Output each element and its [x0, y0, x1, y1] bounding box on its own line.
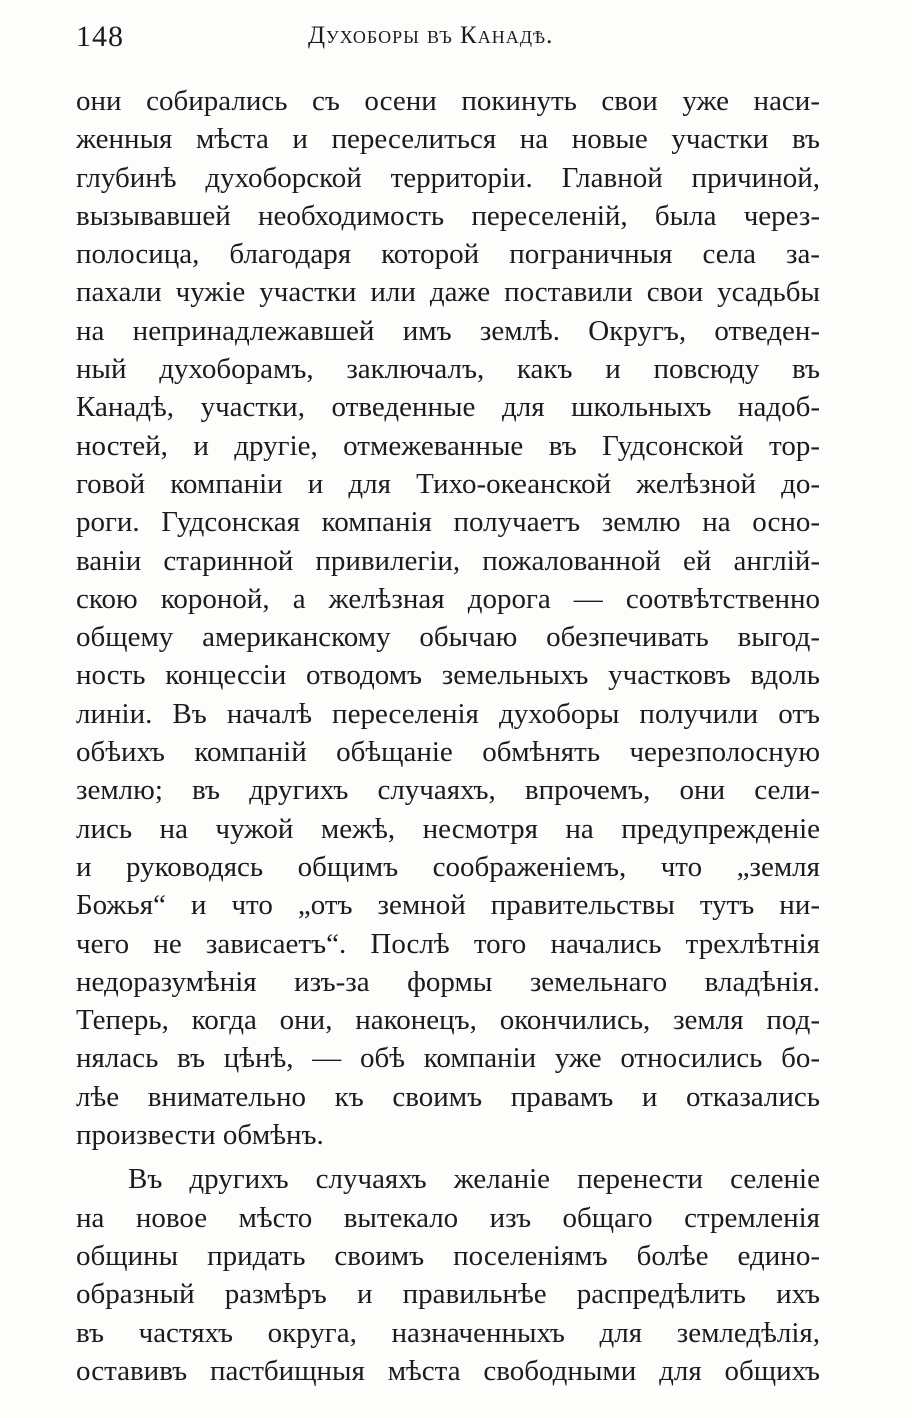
text-line: чего не зависаетъ“. Послѣ того начались трехлѣтнія	[76, 927, 820, 960]
text-line: роги. Гудсонская компанія получаетъ землю на осно-	[76, 506, 820, 539]
text-line: Въ другихъ случаяхъ желаніе перенести селеніе	[128, 1163, 820, 1196]
text-line: скою короной, а желѣзная дорога — соотвѣтственно	[76, 582, 820, 615]
header-title: Духоборы въ Канадѣ.	[308, 22, 554, 49]
text-line: образный размѣръ и правильнѣе распредѣлить ихъ	[76, 1278, 820, 1311]
page-number: 148	[76, 20, 124, 53]
text-line: Канадѣ, участки, отведенные для школьныхъ надоб-	[76, 391, 820, 424]
text-line: произвести обмѣнъ.	[76, 1119, 324, 1152]
running-head	[76, 18, 820, 58]
text-line: въ частяхъ округа, назначенныхъ для земледѣлія,	[76, 1316, 820, 1349]
text-line: лись на чужой межѣ, несмотря на предупрежденіе	[76, 812, 820, 845]
text-line: общему американскому обычаю обезпечивать выгод-	[76, 621, 820, 654]
text-line: ностей, и другіе, отмежеванные въ Гудсонской тор-	[76, 429, 820, 462]
text-line: Теперь, когда они, наконецъ, окончились, земля под-	[76, 1004, 820, 1037]
text-line: пахали чужіе участки или даже поставили свои усадьбы	[76, 276, 820, 309]
text-line: обѣихъ компаній обѣщаніе обмѣнять черезполосную	[76, 736, 820, 769]
text-line: полосица, благодаря которой пограничныя села за-	[76, 238, 820, 271]
text-line: говой компаніи и для Тихо-океанской желѣзной до-	[76, 467, 820, 500]
text-line: недоразумѣнія изъ-за формы земельнаго владѣнія.	[76, 965, 820, 998]
text-line: ный духоборамъ, заключалъ, какъ и повсюду въ	[76, 353, 820, 386]
text-line: женныя мѣста и переселиться на новые участки въ	[76, 123, 820, 156]
text-line: вызывавшей необходимость переселеній, была через-	[76, 199, 820, 232]
text-line: нялась въ цѣнѣ, — обѣ компаніи уже относились бо-	[76, 1042, 820, 1075]
text-line: ность концессіи отводомъ земельныхъ участковъ вдоль	[76, 659, 820, 692]
paragraph	[76, 1160, 820, 1390]
text-line: землю; въ другихъ случаяхъ, впрочемъ, они сели-	[76, 774, 820, 807]
text-line: лѣе внимательно къ своимъ правамъ и отказались	[76, 1080, 820, 1113]
paragraph	[76, 82, 820, 1154]
text-line: ваніи старинной привилегіи, пожалованной ей англій-	[76, 544, 820, 577]
text-line: оставивъ пастбищныя мѣста свободными для общихъ	[76, 1354, 820, 1387]
text-line: Божья“ и что „отъ земной правительствы тутъ ни-	[76, 889, 820, 922]
text-line: на непринадлежавшей имъ землѣ. Округъ, отведен-	[76, 314, 820, 347]
text-line: общины придать своимъ поселеніямъ болѣе едино-	[76, 1239, 820, 1272]
body-text	[76, 82, 820, 1390]
text-line: линіи. Въ началѣ переселенія духоборы получили отъ	[76, 697, 820, 730]
text-line: на новое мѣсто вытекало изъ общаго стремленія	[76, 1201, 820, 1234]
text-line: и руководясь общимъ соображеніемъ, что „земля	[76, 850, 820, 883]
text-line: глубинѣ духоборской территоріи. Главной причиной,	[76, 161, 820, 194]
text-line: они собирались съ осени покинуть свои уже наси-	[76, 85, 820, 117]
